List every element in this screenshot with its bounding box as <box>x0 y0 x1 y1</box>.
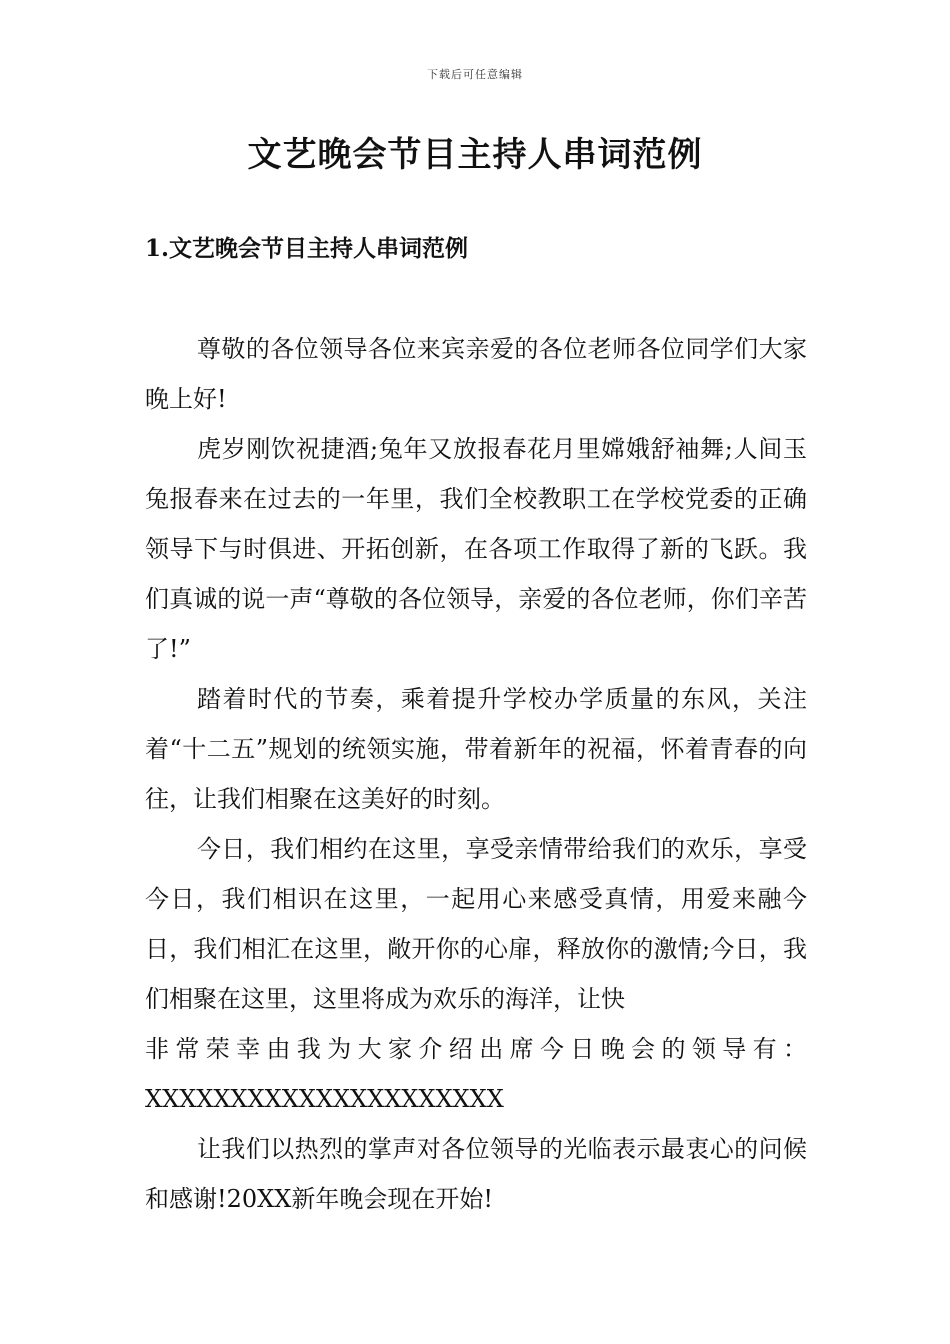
paragraph-new-year: 虎岁刚饮祝捷酒;兔年又放报春花月里嫦娥舒袖舞;人间玉兔报春来在过去的一年里，我们全校教职工在学校党委的正确领导下与时俱进、开拓创新，在各项工作取得了新的飞跃。我们真诚的说一声“尊敬的各位领导，亲爱的各位老师，你们辛苦了!” <box>145 435 807 663</box>
header-note: 下载后可任意编辑 <box>427 68 523 81</box>
paragraph-rhythm: 踏着时代的节奏，乘着提升学校办学质量的东风，关注着“十二五”规划的统领实施，带着新年的祝福，怀着青春的向往，让我们相聚在这美好的时刻。 <box>145 685 807 813</box>
paragraph-leaders-names: XXXXXXXXXXXXXXXXXXXXX <box>145 1085 504 1113</box>
section-heading: 1.文艺晚会节目主持人串词范例 <box>145 235 469 262</box>
document-title: 文艺晚会节目主持人串词范例 <box>247 135 703 175</box>
paragraph-greeting: 尊敬的各位领导各位来宾亲爱的各位老师各位同学们大家晚上好! <box>145 335 807 413</box>
document-body <box>145 324 807 1224</box>
paragraph-opening: 让我们以热烈的掌声对各位领导的光临表示最衷心的问候和感谢!20XX新年晚会现在开始! <box>145 1135 807 1213</box>
paragraph-leaders-intro: 非常荣幸由我为大家介绍出席今日晚会的领导有： <box>145 1035 807 1063</box>
paragraph-today: 今日，我们相约在这里，享受亲情带给我们的欢乐，享受今日，我们相识在这里，一起用心来感受真情，用爱来融今日，我们相汇在这里，敞开你的心扉，释放你的激情;今日，我们相聚在这里，这里将成为欢乐的海洋，让快 <box>145 835 807 1013</box>
